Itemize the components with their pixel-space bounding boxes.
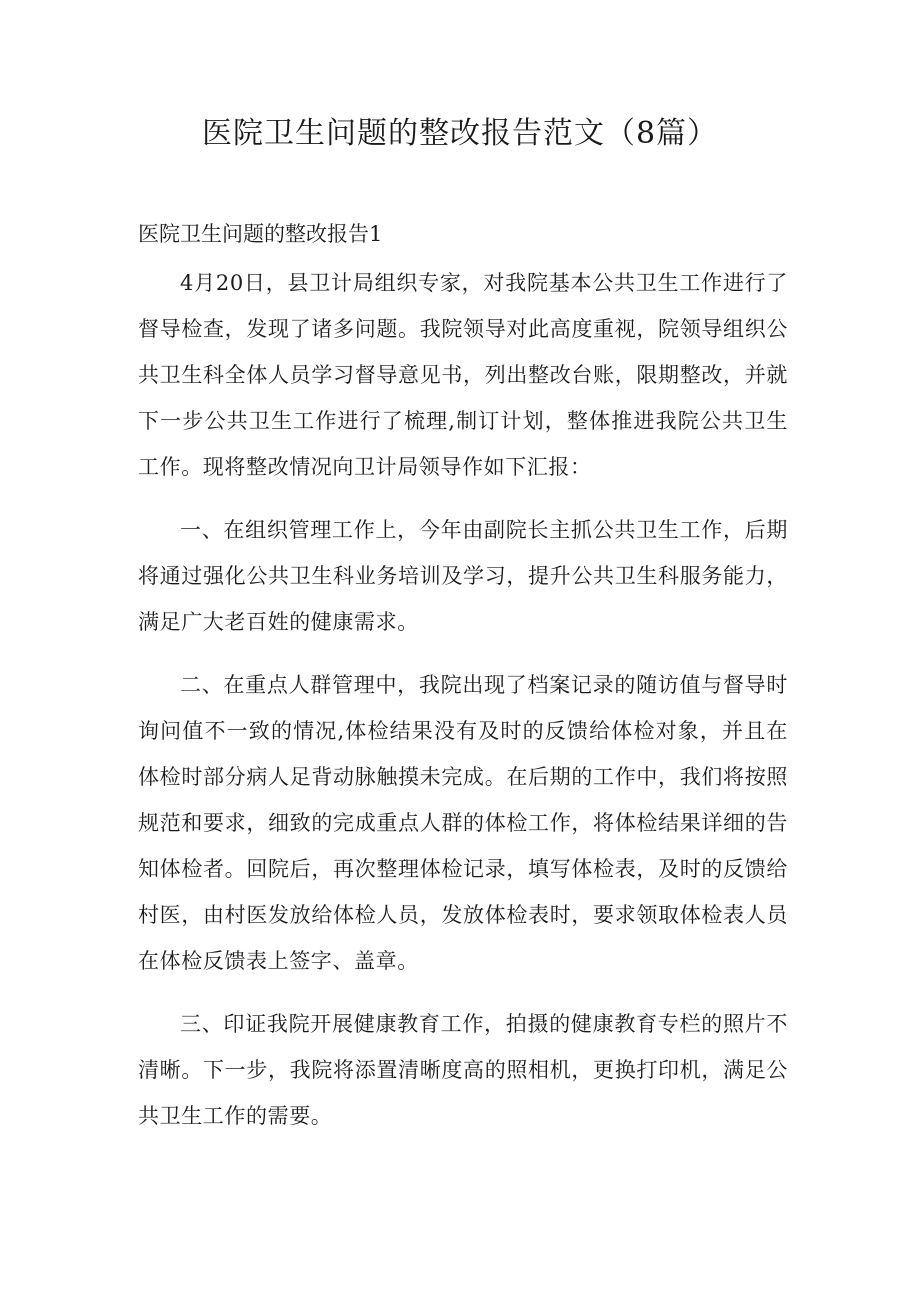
body-text: [138, 260, 788, 1156]
paragraph-item-2: 二、在重点人群管理中，我院出现了档案记录的随访值与督导时询问值不一致的情况,体检结果没有及时的反馈给体检对象，并且在体检时部分病人足背动脉触摸未完成。在后期的工作中，我们将按照规范和要求，细致的完成重点人群的体检工作，将体检结果详细的告知体检者。回院后，再次整理体检记录，填写体检表，及时的反馈给村医，由村医发放给体检人员，发放体检表时，要求领取体检表人员在体检反馈表上签字、盖章。: [138, 673, 788, 973]
paragraph-intro: 4月20日，县卫计局组织专家，对我院基本公共卫生工作进行了督导检查，发现了诸多问题。我院领导对此高度重视，院领导组织公共卫生科全体人员学习督导意见书，列出整改台账，限期整改，并就下一步公共卫生工作进行了梳理,制订计划，整体推进我院公共卫生工作。现将整改情况向卫计局领导作如下汇报：: [138, 271, 788, 479]
section-heading: 医院卫生问题的整改报告1: [138, 222, 383, 246]
paragraph-item-3: 三、印证我院开展健康教育工作，拍摄的健康教育专栏的照片不清晰。下一步，我院将添置清晰度高的照相机，更换打印机，满足公共卫生工作的需要。: [138, 1012, 788, 1128]
paragraph-item-1: 一、在组织管理工作上，今年由副院长主抓公共卫生工作，后期将通过强化公共卫生科业务培训及学习，提升公共卫生科服务能力，满足广大老百姓的健康需求。: [138, 518, 788, 634]
document-title: 医院卫生问题的整改报告范文（8篇）: [201, 116, 719, 151]
